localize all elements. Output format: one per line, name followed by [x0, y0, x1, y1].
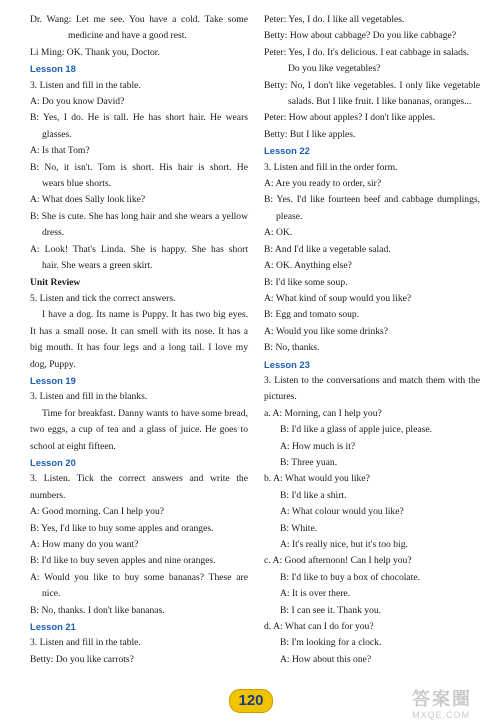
text-line: two eggs, a cup of tea and a glass of juice. He goes to: [30, 424, 248, 436]
text-line: B: No, thanks. I don't like bananas.: [30, 604, 165, 616]
text-line: B: I'd like a shirt.: [280, 489, 347, 501]
text-line: 3. Listen and fill in the table.: [30, 79, 141, 91]
text-line: A: What kind of soup would you like?: [264, 292, 412, 304]
section-heading: Lesson 19: [30, 374, 76, 386]
text-line: B: I can see it. Thank you.: [280, 604, 382, 616]
text-line: B: Egg and tomato soup.: [264, 309, 360, 321]
text-line: A: How much is it?: [280, 440, 356, 452]
text-line: c. A: Good afternoon! Can I help you?: [264, 555, 412, 567]
text-line: Peter: Yes, I do. I like all vegetables.: [264, 14, 405, 25]
text-line: a. A: Morning, can I help you?: [264, 407, 382, 419]
text-line: glasses.: [42, 128, 72, 140]
watermark-logo: [412, 689, 492, 723]
text-line: B: And I'd like a vegetable salad.: [264, 243, 391, 255]
text-line: big mouth. It has four legs and a long tail. I love my: [30, 342, 248, 354]
text-line: B: Yes, I do. He is tall. He has short hair. He wears: [30, 112, 248, 124]
text-line: salads. But I like fruit. I like bananas, oranges...: [288, 96, 472, 108]
section-heading: Lesson 21: [30, 621, 76, 633]
text-line: school at eight fifteen.: [30, 440, 116, 452]
text-line: 3. Listen to the conversations and match them with the: [264, 374, 480, 386]
text-line: Betty: No, I don't like vegetables. I only like vegetable: [264, 79, 480, 91]
section-heading: Lesson 23: [264, 358, 310, 370]
text-line: B: White.: [280, 522, 318, 534]
text-line: Betty: Do you like carrots?: [30, 653, 134, 665]
text-line: A: What colour would you like?: [280, 506, 404, 518]
text-line: numbers.: [30, 489, 66, 501]
text-line: d. A: What can I do for you?: [264, 621, 374, 633]
text-line: 5. Listen and tick the correct answers.: [30, 292, 176, 304]
text-line: B: I'd like a glass of apple juice, please.: [280, 424, 432, 436]
text-line: A: Are you ready to order, sir?: [264, 178, 382, 190]
text-line: Betty: But I like apples.: [264, 128, 356, 140]
text-line: B: Three yuan.: [280, 456, 338, 468]
text-line: A: OK. Anything else?: [264, 260, 352, 272]
text-line: 3. Listen and fill in the order form.: [264, 161, 398, 173]
text-line: A: How many do you want?: [30, 539, 139, 550]
text-line: dress.: [42, 227, 65, 239]
text-line: B: I'm looking for a clock.: [280, 637, 382, 649]
text-line: Betty: How about cabbage? Do you like cabbage?: [264, 30, 457, 42]
text-line: Time for breakfast. Danny wants to have some bread,: [42, 407, 248, 419]
text-line: A: Would you like some drinks?: [264, 325, 389, 337]
text-line: medicine and have a good rest.: [68, 30, 187, 42]
text-line: Peter: Yes, I do. It's delicious. I eat cabbage in salads.: [264, 46, 470, 58]
text-line: It has a small nose. It can smell with its nose. It has a: [30, 325, 248, 337]
text-line: B: Yes. I'd like fourteen beef and cabbage dumplings,: [264, 194, 480, 206]
text-line: please.: [276, 210, 303, 222]
text-line: B: Yes, I'd like to buy some apples and oranges.: [30, 522, 214, 534]
text-line: Li Ming: OK. Thank you, Doctor.: [30, 46, 160, 58]
text-line: Dr. Wang: Let me see. You have a cold. Take some: [30, 14, 248, 25]
text-line: dog, Puppy.: [30, 358, 76, 370]
text-line: I have a dog. Its name is Puppy. It has two big eyes.: [42, 309, 248, 321]
text-line: A: What does Sally look like?: [30, 194, 146, 206]
text-line: b. A: What would you like?: [264, 473, 370, 485]
text-line: 3. Listen. Tick the correct answers and write the: [30, 473, 248, 485]
text-line: B: She is cute. She has long hair and she wears a yellow: [30, 210, 248, 222]
right-column: [264, 12, 480, 668]
text-line: Do you like vegetables?: [288, 63, 381, 75]
text-line: Peter: How about apples? I don't like apples.: [264, 112, 436, 124]
text-line: B: I'd like to buy seven apples and nine oranges.: [30, 555, 216, 567]
text-line: A: Do you know David?: [30, 96, 125, 108]
text-line: hair. She wears a green skirt.: [42, 260, 153, 272]
text-line: pictures.: [264, 391, 297, 403]
text-line: nice.: [42, 588, 61, 600]
text-line: A: It is over there.: [280, 588, 351, 600]
text-line: A: Good morning. Can I help you?: [30, 506, 165, 518]
text-line: wears blue shorts.: [42, 178, 112, 190]
page-footer: [0, 687, 500, 720]
section-heading: Unit Review: [30, 276, 81, 288]
text-line: B: I'd like to buy a box of chocolate.: [280, 571, 421, 583]
page-number: 120: [229, 689, 273, 713]
text-line: A: OK.: [264, 227, 293, 239]
text-line: A: It's really nice, but it's too big.: [280, 539, 408, 550]
text-line: B: No, it isn't. Tom is short. His hair is short. He: [30, 161, 248, 173]
section-heading: Lesson 22: [264, 145, 310, 157]
text-line: 3. Listen and fill in the blanks.: [30, 391, 148, 403]
watermark-text: 答案圈: [412, 689, 472, 709]
text-line: 3. Listen and fill in the table.: [30, 637, 141, 649]
left-column: [30, 12, 248, 668]
text-line: A: Is that Tom?: [30, 145, 90, 157]
section-heading: Lesson 18: [30, 63, 76, 75]
text-line: A: Look! That's Linda. She is happy. She has short: [30, 243, 248, 255]
text-line: A: Would you like to buy some bananas? These are: [30, 571, 248, 583]
text-line: B: I'd like some soup.: [264, 276, 348, 288]
text-line: B: No, thanks.: [264, 342, 320, 354]
text-line: A: How about this one?: [280, 653, 372, 665]
watermark-url: MXQE.COM: [412, 710, 471, 720]
section-heading: Lesson 20: [30, 456, 76, 468]
